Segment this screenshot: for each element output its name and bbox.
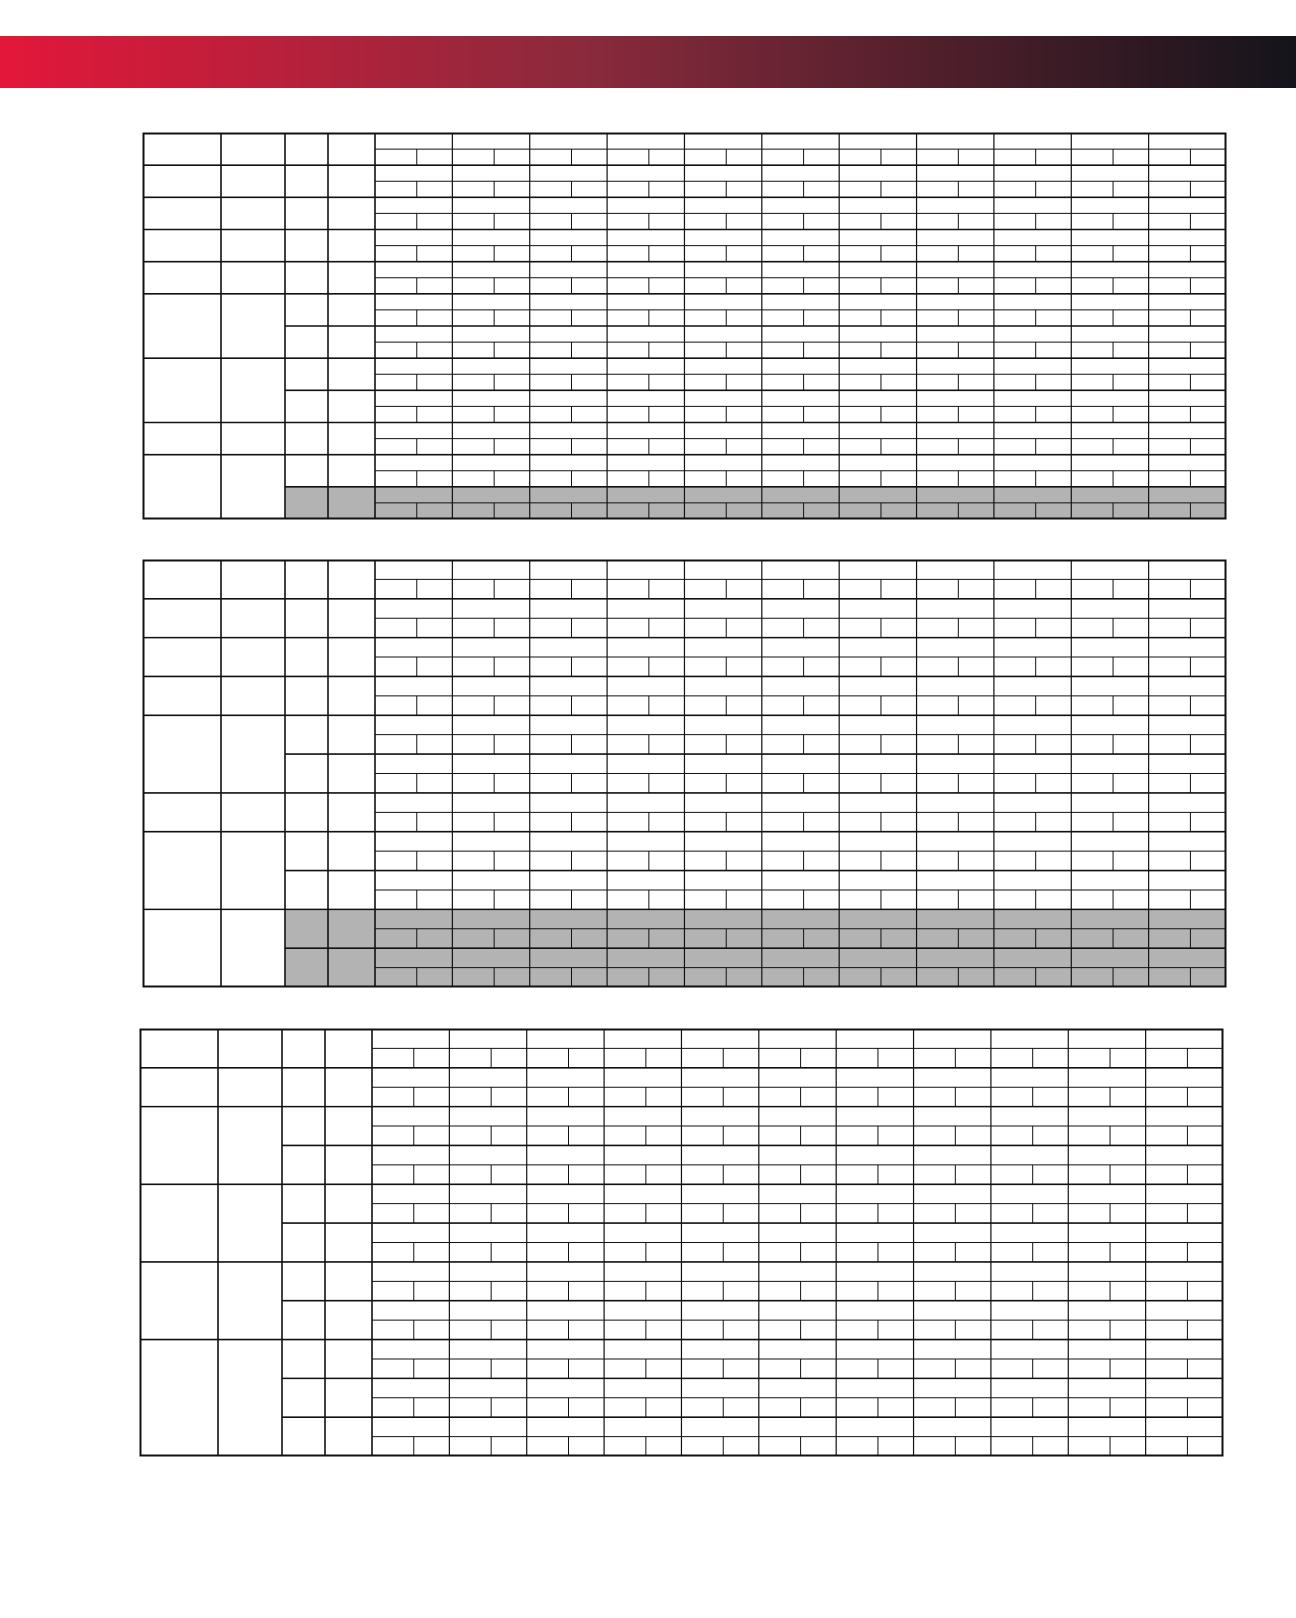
table-1-grid [143, 133, 1226, 519]
header-banner [0, 36, 1296, 88]
table-3-grid [140, 1029, 1223, 1456]
schedule-table-1 [143, 133, 1226, 519]
schedule-table-2 [143, 560, 1226, 987]
banner-fill [0, 36, 1296, 88]
schedule-table-3 [140, 1029, 1223, 1456]
table-2-grid [143, 560, 1226, 987]
